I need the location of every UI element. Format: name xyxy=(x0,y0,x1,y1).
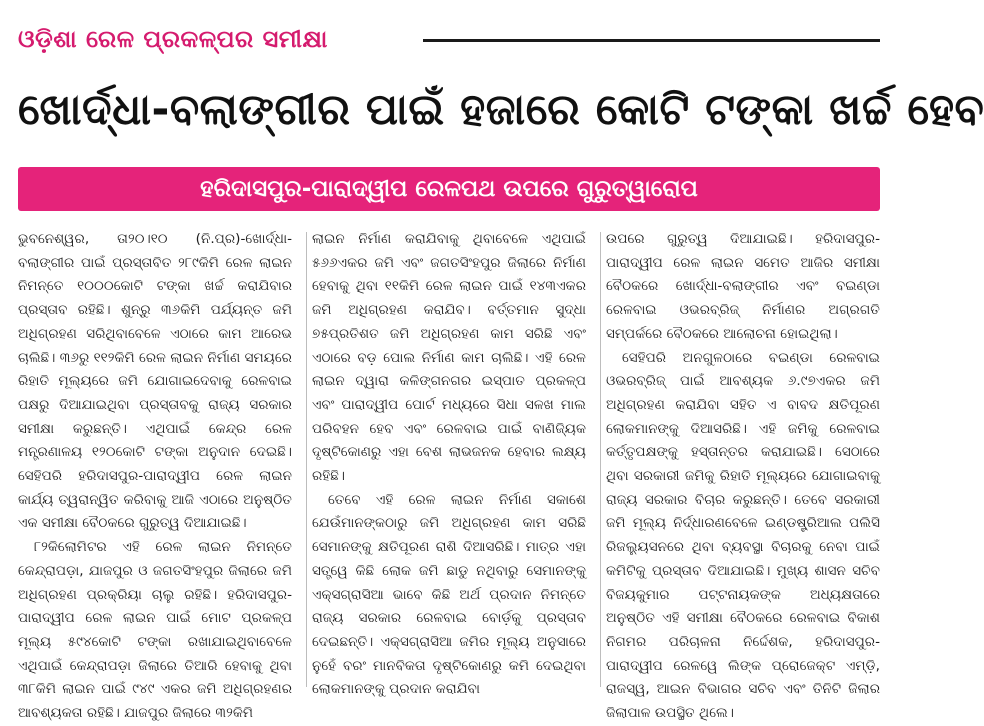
article-column-1 xyxy=(18,228,292,722)
paragraph: ଲାଇନ ନିର୍ମାଣ କରାଯିବାକୁ ଥିବାବେଳେ ଏଥିପାଇଁ ୫୬୬ଏକର ଜମି ଏବଂ ଜଗତସିଂହପୁର ଜିଲାରେ ନିର୍ମାଣ ହେବାକୁ ଥିବା ୧୧କିମି ରେଳ ଲାଇନ ପାଇଁ ୧୪୩ଏକର ଜମି ଅଧିଗ୍ରହଣ କରାଯିବ। ବର୍ତ୍ତମାନ ସୁଦ୍ଧା ୭୫ପ୍ରତିଶତ ଜମି ଅଧିଗ୍ରହଣ କାମ ସରିଛି ଏବଂ ଏଠାରେ ବଡ଼ ପୋଲ ନିର୍ମାଣ କାମ ଚାଲିଛି। ଏହି ରେଳ ଲାଇନ ଦ୍ୱାରା କଳିଙ୍ଗନଗର ଇସ୍ପାତ ପ୍ରକଳ୍ପ ଏବଂ ପାରାଦ୍ୱୀପ ପୋର୍ଟ ମଧ୍ୟରେ ସିଧା ସଳଖ ମାଲ ପରିବହନ ହେବ ଏବଂ ରେଳବାଇ ପାଇଁ ବାଣିଜ୍ୟିକ ଦୃଷ୍ଟିକୋଣରୁ ଏହା ବେଶ ଲାଭଜନକ ହେବାର ଲକ୍ଷ୍ୟ ରହିଛି। xyxy=(312,231,586,485)
kicker-row xyxy=(18,22,880,58)
subheadline: ହରିଦାସପୁର-ପାରାଦ୍ୱୀପ ରେଳପଥ ଉପରେ ଗୁରୁତ୍ୱାରୋପ xyxy=(200,176,698,202)
article-body xyxy=(18,228,880,722)
paragraph: ଉପରେ ଗୁରୁତ୍ୱ ଦିଆଯାଇଛି। ହରିଦାସପୁର-ପାରାଦ୍ୱୀପ ରେଳ ଲାଇନ ସମେତ ଆଜିର ସମୀକ୍ଷା ବୈଠକରେ ଖୋର୍ଦ୍ଧା-ବଲାଙ୍ଗୀର ଏବଂ ବଇଣ୍ଡା ରେଳବାଇ ଓଭରବ୍ରିଜ୍ ନିର୍ମାଣର ଅଗ୍ରଗତି ସମ୍ପର୍କରେ ବୈଠକରେ ଆଲୋଚନା ହୋଇଥିଲା। xyxy=(606,231,880,342)
paragraph: ସେହିପରି ଅନଗୁଳଠାରେ ବଇଣ୍ଡା ରେଳବାଇ ଓଭରବ୍ରିଜ୍ ପାଇଁ ଆବଶ୍ୟକ ୬.୯୭ଏକର ଜମି ଅଧିଗ୍ରହଣ କରାଯିବା ସହିତ ଏ ବାବଦ କ୍ଷତିପୂରଣ ଲୋକମାନଙ୍କୁ ଦିଆସରିଛି। ଏହି ଜମିକୁ ରେଳବାଇ କର୍ତ୍ତୃପକ୍ଷଙ୍କୁ ହସ୍ତାନ୍ତର କରାଯାଇଛି। ସେଠାରେ ଥିବା ସରକାରୀ ଜମିକୁ ରିହାତି ମୂଲ୍ୟରେ ଯୋଗାଇବାକୁ ରାଜ୍ୟ ସରକାର ବିଚାର କରୁଛନ୍ତି। ତେବେ ସରକାରୀ ଜମି ମୂଲ୍ୟ ନିର୍ଦ୍ଧାରଣବେଳେ ଇଣ୍ଡଷ୍ଟ୍ରିଆଲ ପଲିସି ରିଜଲ୍ୟୁସନରେ ଥିବା ବ୍ୟବସ୍ଥା ବିଚାରକୁ ନେବା ପାଇଁ କମିଟିକୁ ପ୍ରସ୍ତାବ ଦିଆଯାଇଛି। ମୁଖ୍ୟ ଶାସନ ସଚିବ ବିଜୟକୁମାର ପଟ୍ଟନାୟକଙ୍କ ଅଧ୍ୟକ୍ଷତାରେ ଅନୁଷ୍ଠିତ ଏହି ସମୀକ୍ଷା ବୈଠକରେ ରେଳବାଇ ବିକାଶ ନିଗମର ପରିଚାଳନା ନିର୍ଦ୍ଦେଶକ, ହରିଦାସପୁର-ପାରାଦ୍ୱୀପ ରେଳୱେ ଲିଙ୍କ ପ୍ରୋଜେକ୍ଟ ଏମ୍‌ଡ଼ି, ରାଜସ୍ୱ, ଆଇନ ବିଭାଗର ସଚିବ ଏବଂ ତିନିଟି ଜିଲାର ଜିଲାପାଳ ଉପସ୍ଥିତ ଥିଲେ। xyxy=(606,349,880,722)
paragraph: ତେବେ ଏହି ରେଳ ଲାଇନ ନିର୍ମାଣ ସକାଶେ ଯେଉଁମାନଙ୍କଠାରୁ ଜମି ଅଧିଗ୍ରହଣ କାମ ସରିଛି ସେମାନଙ୍କୁ କ୍ଷତିପୂରଣ ରାଶି ଦିଆସରିଛି। ମାତ୍ର ଏହା ସତ୍ତ୍ୱେ କିଛି ଲୋକ ଜମି ଛାଡୁ ନଥିବାରୁ ସେମାନଙ୍କୁ ଏକ୍ସଗ୍ରାସିଆ ଭାବେ କିଛି ଅର୍ଥ ପ୍ରଦାନ ନିମନ୍ତେ ରାଜ୍ୟ ସରକାର ରେଳବାଇ ବୋର୍ଡ଼କୁ ପ୍ରସ୍ତାବ ଦେଇଛନ୍ତି। ଏକ୍ସଗ୍ରାସିଆ ଜମିର ମୂଲ୍ୟ ଅନୁସାରେ ନୁହେଁ ବରଂ ମାନବିକତା ଦୃଷ୍ଟିକୋଣରୁ କମି ଦେଇଥିବା ଲୋକମାନଙ୍କୁ ପ୍ରଦାନ କରାଯିବା xyxy=(312,491,586,698)
subheadline-banner xyxy=(18,167,880,211)
paragraph: ଭୁବନେଶ୍ୱର, ତା୨୦।୧୦ (ନି.ପ୍ର)-ଖୋର୍ଦ୍ଧା-ବଲାଙ୍ଗୀର ପାଇଁ ପ୍ରସ୍ତାବିତ ୨୮୯କିମି ରେଳ ଲାଇନ ନିମନ୍ତେ ୧୦୦୦କୋଟି ଟଙ୍କା ଖର୍ଚ୍ଚ କରାଯିବାର ପ୍ରସ୍ତାବ ରହିଛି। ଶୁନ୍‌ରୁ ୩୬କିମି ପର୍ଯ୍ୟନ୍ତ ଜମି ଅଧିଗ୍ରହଣ ସରିଥିବାବେଳେ ଏଠାରେ କାମ ଆରେଭ ଚାଲିଛି। ୩୬ରୁ ୧୧୨କିମି ରେଳ ଲାଇନ ନିର୍ମାଣ ସମୟରେ ରିହାତି ମୂଲ୍ୟରେ ଜମି ଯୋଗାଇଦେବାକୁ ରେଳବାଇ ପକ୍ଷରୁ ଦିଆଯାଇଥିବା ପ୍ରସ୍ତାବକୁ ରାଜ୍ୟ ସରକାର ସମୀକ୍ଷା କରୁଛନ୍ତି। ଏଥିପାଇଁ କେନ୍ଦ୍ର ରେଳ ମନ୍ତ୍ରଣାଳୟ ୧୨୦କୋଟି ଟଙ୍କା ଅନୁଦାନ ଦେଇଛି। ସେହିପରି ହରିଦାସପୁର-ପାରାଦ୍ୱୀପ ରେଳ ଲାଇନ କାର୍ଯ୍ୟ ତ୍ୱରାନ୍ୱିତ କରିବାକୁ ଆଜି ଏଠାରେ ଅନୁଷ୍ଠିତ ଏକ ସମୀକ୍ଷା ବୈଠକରେ ଗୁରୁତ୍ୱ ଦିଆଯାଇଛି। xyxy=(18,231,292,532)
article-column-3 xyxy=(606,228,880,722)
kicker-label: ଓଡ଼ିଶା ରେଳ ପ୍ରକଳ୍ପର ସମୀକ୍ଷା xyxy=(18,25,328,53)
headline: ଖୋର୍ଦ୍ଧା-ବଲାଙ୍ଗୀର ପାଇଁ ହଜାରେ କୋଟି ଟଙ୍କା ଖର୍ଚ୍ଚ ହେବ xyxy=(18,85,984,135)
article-column-2 xyxy=(312,228,586,698)
paragraph: ୮୨କିଲୋମିଟର ଏହି ରେଳ ଲାଇନ ନିମନ୍ତେ କେନ୍ଦ୍ରାପଡ଼ା, ଯାଜପୁର ଓ ଜଗତସିଂହପୁର ଜିଲାରେ ଜମି ଅଧିଗ୍ରହଣ ପ୍ରକ୍ରିୟା ଚାଲୁ ରହିଛି। ହରିଦାସପୁର-ପାରାଦ୍ୱୀପ ରେଳ ଲାଇନ ପାଇଁ ମୋଟ ପ୍ରକଳ୍ପ ମୂଲ୍ୟ ୫୯୪କୋଟି ଟଙ୍କା ରଖାଯାଇଥିବାବେଳେ ଏଥିପାଇଁ କେନ୍ଦ୍ରାପଡ଼ା ଜିଲାରେ ତିଆରି ହେବାକୁ ଥିବା ୩୮କିମି ଲାଇନ ପାଇଁ ୯୪୯ ଏକର ଜମି ଅଧିଗ୍ରହଣର ଆବଶ୍ୟକତା ରହିଛି। ଯାଜପୁର ଜିଲାରେ ୩୨କିମି xyxy=(18,539,292,722)
kicker-rule xyxy=(423,39,880,42)
